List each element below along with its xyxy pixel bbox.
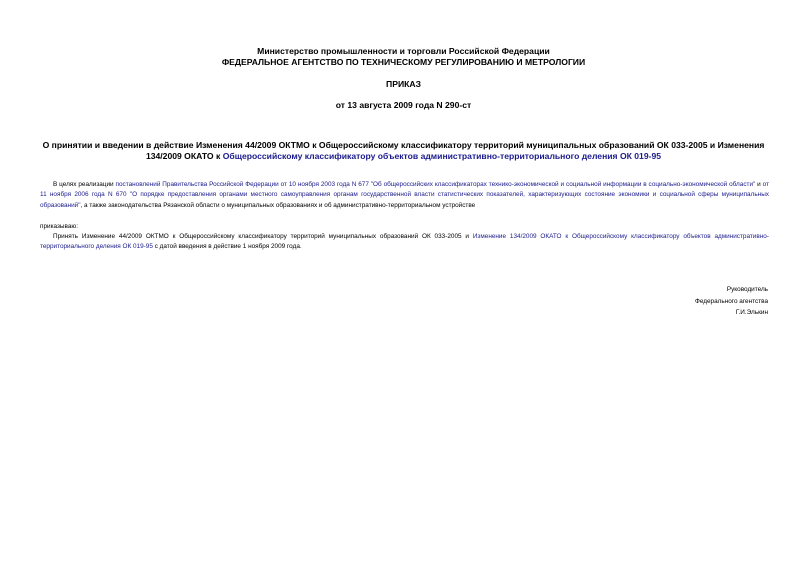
title-text: О принятии и введении в действие Изменения 44/2009 ОКТМО к Общероссийскому классификатору территорий муниципальных образований ОК 033-2005 и Изменения 134/2009 ОКАТО к — [42, 140, 765, 161]
signature-name: Г.И.Элькин — [735, 309, 768, 316]
title-classifier-link[interactable]: Общероссийскому классификатору объектов административно-территориального деления ОК 019-95 — [222, 151, 662, 161]
okato-change-link[interactable]: Изменение 134/2009 ОКАТО к Общероссийскому классификатору объектов административно-территориального деления ОК 019-95 — [40, 233, 769, 251]
agency-name: ФЕДЕРАЛЬНОЕ АГЕНТСТВО ПО ТЕХНИЧЕСКОМУ РЕГУЛИРОВАНИЮ И МЕТРОЛОГИИ — [221, 57, 586, 67]
order-word: приказываю: — [40, 223, 78, 230]
document-type: ПРИКАЗ — [386, 79, 421, 89]
preamble-text-and: и — [755, 181, 763, 188]
resolution-670-link[interactable]: от 11 ноября 2006 года N 670 "О порядке предоставления органами местного самоуправления органам государственной власти статистических показателей, характеризующих состояние экономики и социальной сферы муниципальных образований" — [40, 181, 769, 209]
resolution-677-link[interactable]: постановлений Правительства Российской Федерации от 10 ноября 2003 года N 677 "Об общероссийских классификаторах технико-экономической и социальной информации в социально-экономической области" — [115, 181, 756, 188]
ministry-name: Министерство промышленности и торговли Российской Федерации — [257, 46, 550, 56]
preamble-text-end: , а также законодательства Рязанской области о муниципальных образованиях и об административно-территориальном устройстве — [80, 201, 476, 209]
signature-agency: Федерального агентства — [694, 297, 768, 305]
order-text-end: с датой введения в действие 1 ноября 2009 года. — [152, 243, 302, 251]
document-title — [40, 140, 767, 162]
document-date-number: от 13 августа 2009 года N 290-ст — [335, 100, 472, 110]
signature-position: Руководитель — [726, 286, 768, 293]
order-text-start: Принять Изменение 44/2009 ОКТМО к Общероссийскому классификатору территорий муниципальных образований ОК 033-2005 и — [53, 233, 473, 240]
preamble-paragraph — [40, 180, 769, 211]
preamble-text-start: В целях реализации — [53, 181, 116, 188]
order-paragraph — [40, 232, 769, 253]
